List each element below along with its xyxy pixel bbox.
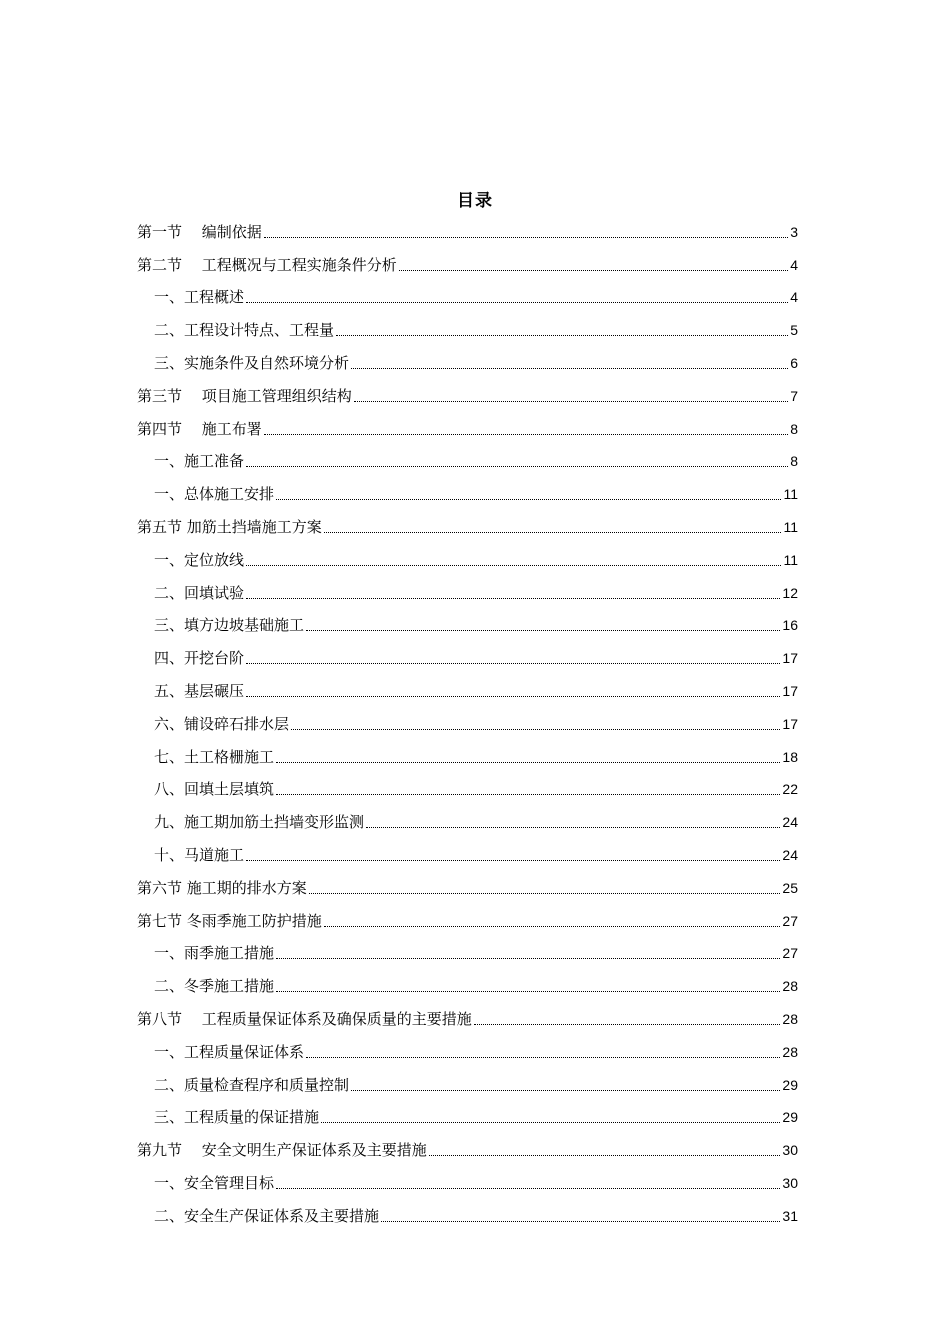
toc-entry-label: 二、工程设计特点、工程量 bbox=[154, 321, 335, 340]
toc-section-entry[interactable] bbox=[137, 213, 798, 246]
toc-dot-leader bbox=[276, 1188, 780, 1189]
toc-page-number: 29 bbox=[782, 1076, 798, 1093]
toc-dot-leader bbox=[246, 466, 788, 467]
toc-page-number: 28 bbox=[782, 1043, 798, 1060]
toc-subsection-entry[interactable] bbox=[137, 672, 798, 705]
toc-entry-label: 第八节 工程质量保证体系及确保质量的主要措施 bbox=[137, 1009, 472, 1028]
toc-page-number: 17 bbox=[782, 715, 798, 732]
toc-dot-leader bbox=[474, 1024, 781, 1025]
toc-subsection-entry[interactable] bbox=[137, 1197, 798, 1230]
toc-subsection-entry[interactable] bbox=[137, 803, 798, 836]
toc-page-number: 29 bbox=[782, 1109, 798, 1126]
toc-subsection-entry[interactable] bbox=[137, 1164, 798, 1197]
toc-page-number: 3 bbox=[790, 223, 798, 240]
toc-entry-label: 第二节 工程概况与工程实施条件分析 bbox=[137, 255, 397, 274]
toc-entry-label: 七、土工格栅施工 bbox=[154, 747, 275, 766]
toc-entry-label: 第七节 冬雨季施工防护措施 bbox=[137, 911, 322, 930]
toc-dot-leader bbox=[381, 1221, 780, 1222]
toc-subsection-entry[interactable] bbox=[137, 311, 798, 344]
toc-subsection-entry[interactable] bbox=[137, 639, 798, 672]
toc-dot-leader bbox=[246, 696, 780, 697]
toc-entry-label: 三、实施条件及自然环境分析 bbox=[154, 353, 350, 372]
toc-page-number: 24 bbox=[782, 814, 798, 831]
toc-entry-label: 一、安全管理目标 bbox=[154, 1173, 275, 1192]
toc-page-number: 17 bbox=[782, 682, 798, 699]
toc-section-entry[interactable] bbox=[137, 377, 798, 410]
toc-page-number: 16 bbox=[782, 617, 798, 634]
toc-entry-label: 八、回填土层填筑 bbox=[154, 780, 275, 799]
toc-subsection-entry[interactable] bbox=[137, 443, 798, 476]
toc-subsection-entry[interactable] bbox=[137, 475, 798, 508]
toc-entry-label: 九、施工期加筋土挡墙变形监测 bbox=[154, 813, 365, 832]
toc-subsection-entry[interactable] bbox=[137, 967, 798, 1000]
toc-dot-leader bbox=[264, 434, 788, 435]
toc-page-number: 6 bbox=[790, 354, 798, 371]
toc-page-number: 4 bbox=[790, 256, 798, 273]
toc-section-entry[interactable] bbox=[137, 1131, 798, 1164]
toc-subsection-entry[interactable] bbox=[137, 607, 798, 640]
toc-entry-label: 三、工程质量的保证措施 bbox=[154, 1108, 320, 1127]
toc-entry-label: 二、安全生产保证体系及主要措施 bbox=[154, 1206, 380, 1225]
toc-entry-label: 第三节 项目施工管理组织结构 bbox=[137, 386, 352, 405]
toc-page-number: 28 bbox=[782, 978, 798, 995]
toc-page-number: 7 bbox=[790, 387, 798, 404]
toc-entry-label: 三、填方边坡基础施工 bbox=[154, 616, 305, 635]
toc-page-number: 28 bbox=[782, 1010, 798, 1027]
toc-page-number: 11 bbox=[783, 518, 798, 535]
toc-dot-leader bbox=[366, 827, 780, 828]
toc-entry-label: 一、施工准备 bbox=[154, 452, 245, 471]
toc-dot-leader bbox=[291, 729, 780, 730]
toc-entry-label: 二、冬季施工措施 bbox=[154, 977, 275, 996]
toc-page-number: 27 bbox=[782, 945, 798, 962]
toc-page-number: 12 bbox=[782, 584, 798, 601]
toc-page-number: 8 bbox=[790, 453, 798, 470]
toc-dot-leader bbox=[351, 1090, 780, 1091]
toc-dot-leader bbox=[276, 958, 780, 959]
toc-dot-leader bbox=[306, 1057, 780, 1058]
toc-dot-leader bbox=[324, 926, 781, 927]
toc-dot-leader bbox=[246, 598, 780, 599]
toc-dot-leader bbox=[429, 1155, 781, 1156]
toc-entry-label: 第六节 施工期的排水方案 bbox=[137, 878, 307, 897]
toc-section-entry[interactable] bbox=[137, 246, 798, 279]
toc-subsection-entry[interactable] bbox=[137, 935, 798, 968]
toc-dot-leader bbox=[321, 1122, 780, 1123]
toc-dot-leader bbox=[309, 893, 781, 894]
toc-dot-leader bbox=[246, 860, 780, 861]
toc-section-entry[interactable] bbox=[137, 869, 798, 902]
toc-entry-label: 二、回填试验 bbox=[154, 583, 245, 602]
toc-subsection-entry[interactable] bbox=[137, 705, 798, 738]
toc-subsection-entry[interactable] bbox=[137, 738, 798, 771]
toc-dot-leader bbox=[276, 794, 780, 795]
toc-dot-leader bbox=[354, 401, 788, 402]
toc-dot-leader bbox=[246, 663, 780, 664]
toc-subsection-entry[interactable] bbox=[137, 1033, 798, 1066]
toc-entry-label: 第四节 施工布署 bbox=[137, 419, 262, 438]
toc-dot-leader bbox=[276, 762, 780, 763]
toc-entry-label: 六、铺设碎石排水层 bbox=[154, 714, 290, 733]
toc-section-entry[interactable] bbox=[137, 902, 798, 935]
toc-subsection-entry[interactable] bbox=[137, 771, 798, 804]
toc-dot-leader bbox=[276, 991, 780, 992]
toc-entry-label: 一、工程概述 bbox=[154, 288, 245, 307]
toc-page-number: 30 bbox=[782, 1174, 798, 1191]
toc-page-number: 25 bbox=[782, 879, 798, 896]
toc-page-number: 4 bbox=[790, 289, 798, 306]
toc-entry-label: 第九节 安全文明生产保证体系及主要措施 bbox=[137, 1141, 427, 1160]
toc-subsection-entry[interactable] bbox=[137, 344, 798, 377]
toc-page-number: 18 bbox=[782, 748, 798, 765]
toc-dot-leader bbox=[264, 237, 788, 238]
toc-entry-label: 五、基层碾压 bbox=[154, 681, 245, 700]
toc-dot-leader bbox=[306, 630, 780, 631]
toc-page-number: 27 bbox=[782, 912, 798, 929]
toc-dot-leader bbox=[324, 532, 782, 533]
toc-entry-label: 第一节 编制依据 bbox=[137, 222, 262, 241]
toc-subsection-entry[interactable] bbox=[137, 1099, 798, 1132]
toc-page-number: 17 bbox=[782, 650, 798, 667]
toc-subsection-entry[interactable] bbox=[137, 1066, 798, 1099]
toc-page-number: 5 bbox=[790, 322, 798, 339]
toc-dot-leader bbox=[399, 270, 788, 271]
toc-page-number: 31 bbox=[782, 1207, 798, 1224]
toc-entry-label: 二、质量检查程序和质量控制 bbox=[154, 1075, 350, 1094]
toc-title: 目录 bbox=[457, 191, 493, 211]
toc-entry-label: 第五节 加筋土挡墙施工方案 bbox=[137, 517, 322, 536]
toc-section-entry[interactable] bbox=[137, 508, 798, 541]
toc-page-number: 8 bbox=[790, 420, 798, 437]
toc-section-entry[interactable] bbox=[137, 1000, 798, 1033]
toc-dot-leader bbox=[246, 565, 781, 566]
toc-dot-leader bbox=[276, 499, 781, 500]
toc-entry-label: 一、总体施工安排 bbox=[154, 485, 275, 504]
toc-section-entry[interactable] bbox=[137, 410, 798, 443]
toc-entry-label: 一、雨季施工措施 bbox=[154, 944, 275, 963]
toc-entry-label: 十、马道施工 bbox=[154, 845, 245, 864]
toc-subsection-entry[interactable] bbox=[137, 574, 798, 607]
toc-subsection-entry[interactable] bbox=[137, 836, 798, 869]
toc-page-number: 30 bbox=[782, 1142, 798, 1159]
toc-entry-label: 一、工程质量保证体系 bbox=[154, 1042, 305, 1061]
toc-dot-leader bbox=[336, 335, 788, 336]
toc-dot-leader bbox=[351, 368, 788, 369]
toc-dot-leader bbox=[246, 302, 788, 303]
toc-subsection-entry[interactable] bbox=[137, 541, 798, 574]
toc-page-number: 24 bbox=[782, 846, 798, 863]
toc-page-number: 11 bbox=[783, 551, 798, 568]
toc-page-number: 22 bbox=[782, 781, 798, 798]
toc-page-number: 11 bbox=[783, 486, 798, 503]
toc-subsection-entry[interactable] bbox=[137, 279, 798, 312]
toc-entry-label: 四、开挖台阶 bbox=[154, 649, 245, 668]
table-of-contents bbox=[137, 213, 798, 1230]
toc-entry-label: 一、定位放线 bbox=[154, 550, 245, 569]
